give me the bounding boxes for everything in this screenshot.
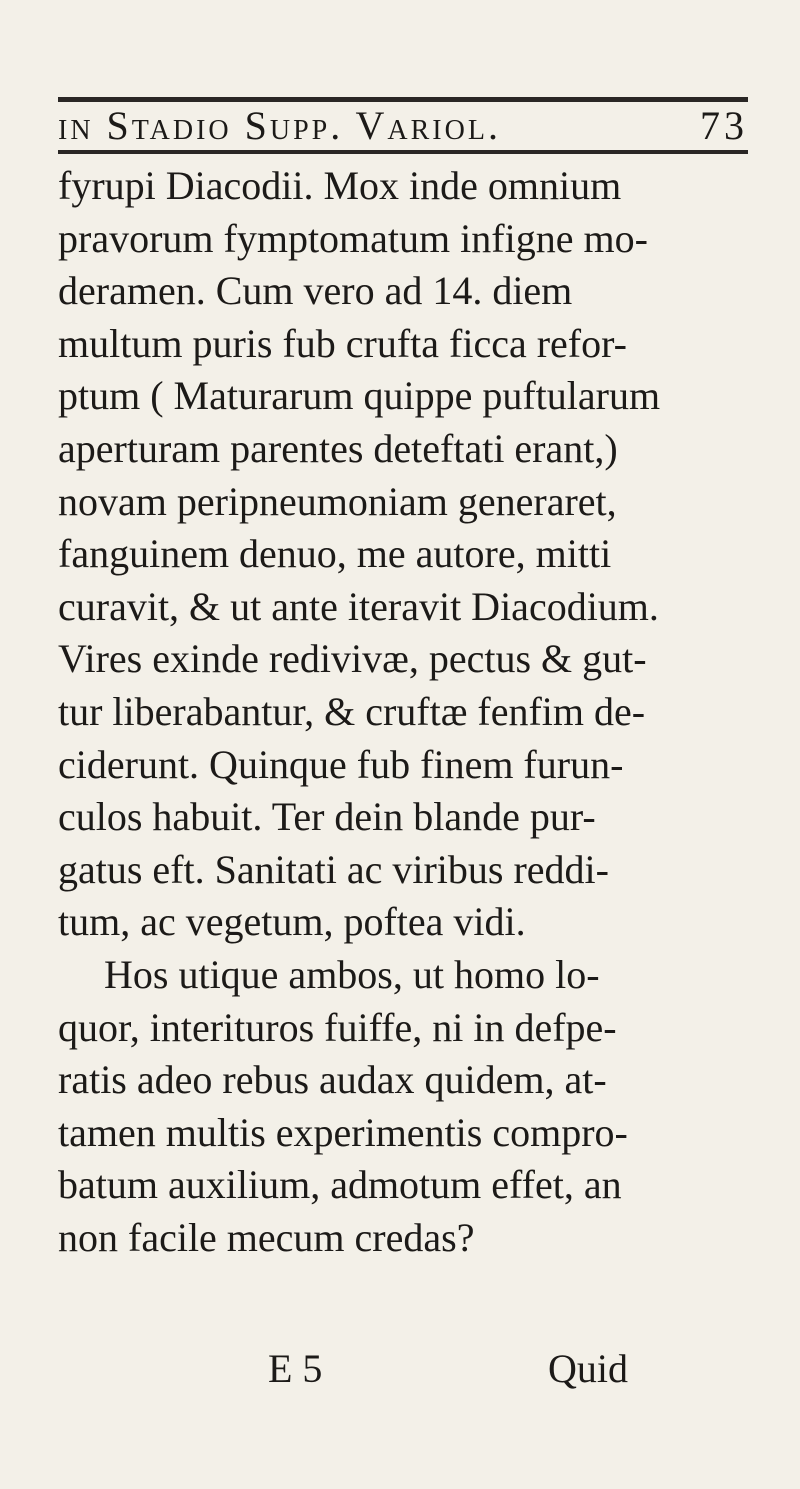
- catchword: Quid: [548, 1346, 628, 1391]
- text-line: tamen multis experimentis compro-: [58, 1109, 628, 1155]
- text-line: fyrupi Diacodii. Mox inde omnium: [58, 163, 622, 208]
- text-line: non facile mecum credas?: [58, 1214, 475, 1260]
- text-line: gatus eft. Sanitati ac viribus reddi-: [58, 846, 609, 892]
- text-line: pravorum fymptomatum infigne mo-: [58, 215, 648, 261]
- running-header: [58, 102, 748, 152]
- paragraph-start-line: Hos utique ambos, ut homo lo-: [104, 951, 600, 997]
- text-line: culos habuit. Ter dein blande pur-: [58, 794, 596, 840]
- text-line: ratis adeo rebus audax quidem, at-: [58, 1057, 607, 1103]
- text-line: ptum ( Maturarum quippe puftularum: [58, 373, 661, 419]
- header-bottom-rule: [58, 150, 748, 154]
- text-line: curavit, & ut ante iteravit Diacodium.: [58, 583, 659, 629]
- text-line: multum puris fub crufta ficca refor-: [58, 320, 627, 366]
- text-line: fanguinem denuo, me autore, mitti: [58, 531, 612, 577]
- text-line: tur liberabantur, & cruftæ fenfim de-: [58, 688, 646, 734]
- text-line: Vires exinde redivivæ, pectus & gut-: [58, 636, 647, 682]
- page-number: 73: [700, 103, 748, 148]
- text-line: deramen. Cum vero ad 14. diem: [58, 268, 573, 314]
- text-line: batum auxilium, admotum effet, an: [58, 1162, 622, 1208]
- text-line: ciderunt. Quinque fub finem furun-: [58, 741, 624, 787]
- text-line: tum, ac vegetum, poftea vidi.: [58, 899, 526, 945]
- signature-mark: E 5: [268, 1346, 323, 1391]
- text-line: quor, interituros fuiffe, ni in defpe-: [58, 1004, 617, 1050]
- text-line: novam peripneumoniam generaret,: [58, 478, 617, 524]
- body-text: [58, 160, 748, 1264]
- running-title: in Stadio Supp. Variol.: [58, 103, 501, 148]
- text-line: aperturam parentes deteftati erant,): [58, 425, 618, 471]
- page-footer: [0, 1345, 800, 1395]
